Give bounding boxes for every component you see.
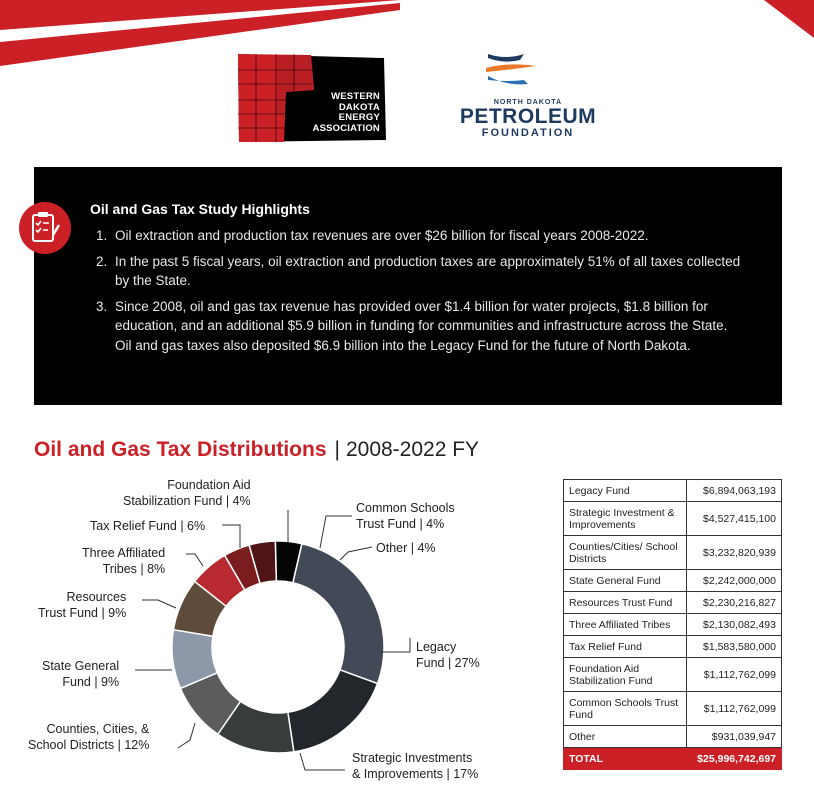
table-cell-value: $1,583,580,000	[687, 636, 782, 658]
leader-line	[178, 723, 195, 748]
highlights-title: Oil and Gas Tax Study Highlights	[90, 201, 310, 217]
section-title-period: 2008-2022 FY	[345, 438, 480, 461]
table-row	[564, 570, 782, 592]
wdea-logo-text: WESTERN DAKOTA ENERGY ASSOCIATION	[312, 91, 380, 134]
leader-line	[186, 554, 203, 566]
table-row	[564, 614, 782, 636]
list-item: 3. Since 2008, oil and gas tax revenue has provided over $1.4 billion for water projects, $1.8 billion for education, and an additional $5.9 billion in funding for communities and infrastructure across the State. Oil and gas taxes also deposited $6.9 billion into the Legacy Fund for the future of North Dakota.	[96, 298, 728, 353]
ndpf-logo-small: NORTH DAKOTA	[493, 99, 563, 106]
table-row	[564, 726, 782, 748]
table-cell-value: $1,112,762,099	[687, 658, 782, 692]
section-title-main: Oil and Gas Tax Distributions	[34, 438, 327, 461]
table-cell-name: Foundation Aid Stabilization Fund	[564, 658, 687, 692]
leader-line	[340, 547, 372, 560]
leader-line	[222, 525, 240, 548]
slice-label-line: Strategic Investments	[352, 751, 473, 765]
slice-label-line: Stabilization Fund | 4%	[123, 494, 251, 508]
table-cell-value: $2,230,216,827	[687, 592, 782, 614]
slice-label-line: Legacy	[416, 640, 457, 654]
table-row	[564, 636, 782, 658]
table-cell-name: Legacy Fund	[564, 480, 687, 502]
table-cell-name: Strategic Investment & Improvements	[564, 502, 687, 536]
table-cell-name: Counties/Cities/ School Districts	[564, 536, 687, 570]
table-cell-name: Common Schools Trust Fund	[564, 692, 687, 726]
slice-label-line: Trust Fund | 9%	[38, 606, 127, 620]
slice-label	[352, 750, 478, 782]
slice-label	[28, 721, 149, 753]
table-row	[564, 692, 782, 726]
table-cell-value: $4,527,415,100	[687, 502, 782, 536]
slice-label-line: State General	[42, 659, 120, 673]
slice-label-line: Resources	[66, 590, 127, 604]
table-cell-value: $1,112,762,099	[687, 692, 782, 726]
table-cell-name: Other	[564, 726, 687, 748]
section-title: Oil and Gas Tax Distributions | 2008-2022 FY	[34, 438, 480, 461]
table-cell-name: State General Fund	[564, 570, 687, 592]
leader-line	[300, 753, 345, 770]
slice-label-line: Counties, Cities, &	[46, 722, 150, 736]
slice-label	[356, 500, 455, 532]
list-item: 2. In the past 5 fiscal years, oil extraction and production taxes are approximately 51% of all taxes collected by the State.	[96, 253, 741, 288]
table-row	[564, 536, 782, 570]
slice-label-line: Common Schools	[356, 501, 455, 515]
table-cell-value: $931,039,947	[687, 726, 782, 748]
table-cell-value: $2,130,082,493	[687, 614, 782, 636]
table-cell-value: $2,242,000,000	[687, 570, 782, 592]
slice-label	[416, 639, 480, 671]
table-cell-name: Three Affiliated Tribes	[564, 614, 687, 636]
slice-label-line: Tribes | 8%	[102, 562, 166, 576]
table-cell-value: $6,894,063,193	[687, 480, 782, 502]
donut-slice-strategic-investments-improvements	[288, 670, 378, 752]
table-cell-name: Tax Relief Fund	[564, 636, 687, 658]
ndpf-logo-sub: FOUNDATION	[481, 127, 575, 139]
distribution-table	[563, 479, 782, 770]
ndpf-logo-main: PETROLEUM	[459, 105, 597, 128]
list-item: 1. Oil extraction and production tax revenues are over $26 billion for fiscal years 2008-2022.	[96, 228, 649, 243]
slice-label	[82, 545, 165, 577]
donut-slice-legacy-fund	[293, 544, 384, 684]
slice-label-line: Trust Fund | 4%	[356, 517, 445, 531]
corner-stripe	[754, 0, 814, 40]
slice-label-line: Tax Relief Fund | 6%	[90, 519, 206, 533]
slice-label-line: Fund | 27%	[416, 656, 480, 670]
leader-line	[320, 516, 352, 548]
slice-label	[376, 540, 436, 556]
table-cell-name: Resources Trust Fund	[564, 592, 687, 614]
table-total-row	[564, 748, 782, 770]
table-cell-value: $25,996,742,697	[687, 748, 782, 770]
slice-label	[42, 658, 119, 690]
table-row	[564, 480, 782, 502]
slice-label-line: Fund | 9%	[62, 675, 120, 689]
table-row	[564, 658, 782, 692]
slice-label-line: School Districts | 12%	[28, 738, 150, 752]
slice-label	[123, 477, 251, 509]
slice-label-line: Three Affiliated	[82, 546, 166, 560]
slice-label	[90, 518, 205, 534]
clipboard-checklist-icon	[18, 201, 72, 255]
table-row	[564, 502, 782, 536]
slice-label-line: Other | 4%	[376, 541, 436, 555]
highlights-list	[96, 226, 746, 361]
table-cell-name: TOTAL	[564, 748, 687, 770]
table-cell-value: $3,232,820,939	[687, 536, 782, 570]
slice-label-line: & Improvements | 17%	[352, 767, 479, 781]
leader-line	[142, 600, 176, 608]
slice-label-line: Foundation Aid	[167, 478, 251, 492]
slice-label	[38, 589, 126, 621]
table-row	[564, 592, 782, 614]
ndpf-logo-mark	[484, 46, 540, 92]
